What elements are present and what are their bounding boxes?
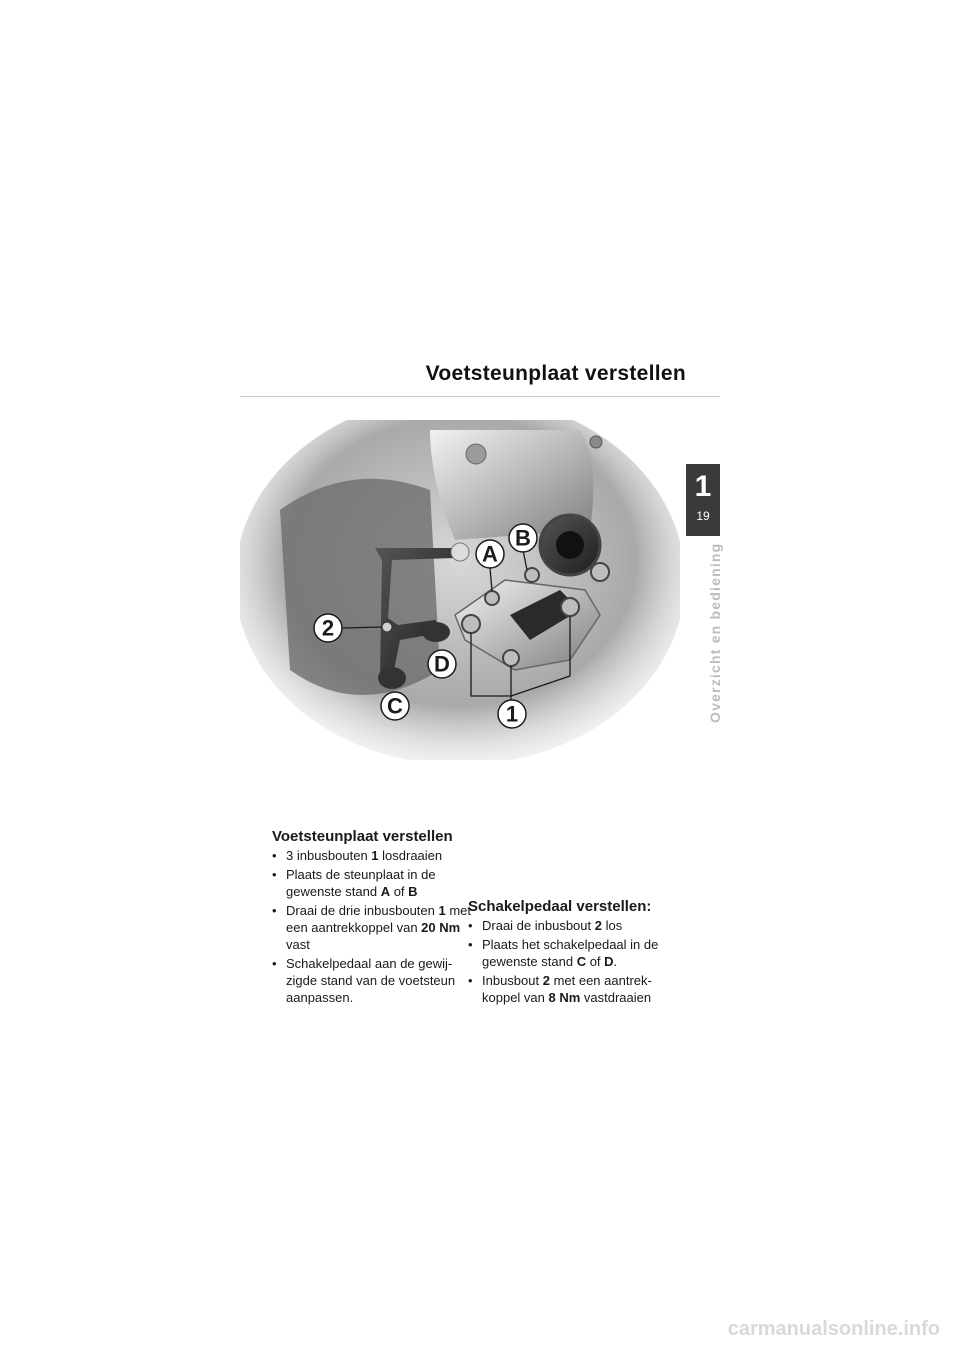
step-text: vast [286, 937, 310, 952]
step-text: vastdraaien [580, 990, 652, 1005]
list-item [468, 972, 684, 1006]
position-hole [525, 568, 539, 582]
step-text: losdraaien [378, 848, 443, 863]
upper-bolt [591, 563, 609, 581]
callout-b-label: B [515, 525, 531, 551]
step-bold: 2 [594, 918, 602, 933]
list-item [272, 955, 472, 1006]
page-number: 19 [696, 509, 710, 523]
pedal-pivot [451, 543, 469, 561]
step-text: Schakelpedaal aan de gewij-zigde stand van de voetsteun aanpassen. [286, 956, 456, 1005]
list-item [272, 902, 472, 953]
step-bold: 20 Nm [421, 920, 461, 935]
step-text: los [601, 918, 623, 933]
round-opening-center [556, 531, 584, 559]
chapter-number: 1 [694, 470, 712, 503]
step-text: Draai de drie inbusbouten [286, 903, 439, 918]
callout-d-label: D [434, 651, 450, 677]
step-bold: A [380, 884, 391, 899]
housing-bolt [590, 436, 602, 448]
pedal-heading: Schakelpedaal verstellen: [468, 898, 652, 915]
list-item [272, 847, 472, 864]
step-text: . [613, 954, 618, 969]
callout-one [498, 700, 526, 728]
engine-shadow [280, 479, 440, 695]
step-bold: 1 [438, 903, 446, 918]
step-text: of [390, 884, 409, 899]
footrest-steps [272, 847, 472, 1006]
callout-two [314, 614, 342, 642]
bolt-1 [503, 650, 519, 666]
list-item [468, 936, 684, 970]
pedal-instructions [468, 898, 684, 1008]
step-bold: 8 Nm [548, 990, 581, 1005]
position-hole [485, 591, 499, 605]
step-text: met een aantrekkoppel van [286, 903, 472, 935]
housing-bolt [466, 444, 486, 464]
callout-a [476, 540, 504, 568]
pedal-steps [468, 917, 684, 1006]
step-bold: 1 [371, 848, 379, 863]
watermark: carmanualsonline.info [727, 1318, 940, 1340]
callout-d [428, 650, 456, 678]
callout-a-label: A [482, 541, 498, 567]
title-divider [240, 396, 720, 397]
callout-b [509, 524, 537, 552]
callout-two-label: 2 [321, 615, 335, 641]
footrest-heading: Voetsteunplaat verstellen [272, 828, 453, 845]
bolt-2 [382, 622, 392, 632]
footrest-instructions [272, 828, 472, 1008]
callout-c-label: C [387, 693, 403, 719]
pedal-position-c [378, 667, 406, 689]
step-text: Plaats de steunplaat in de gewenste stand [286, 867, 436, 899]
step-text: Inbusbout [482, 973, 543, 988]
list-item [272, 866, 472, 900]
step-text: met een aantrek-koppel van [482, 973, 652, 1005]
step-text: Plaats het schakelpedaal in de gewenste stand [482, 937, 659, 969]
step-bold: 2 [542, 973, 550, 988]
chapter-side-label: Overzicht en bediening [707, 542, 723, 723]
pedal-position-d [422, 622, 450, 642]
bolt-1 [561, 598, 579, 616]
bolt-1 [462, 615, 480, 633]
step-text: Draai de inbusbout [482, 918, 595, 933]
step-text: 3 inbusbouten [286, 848, 372, 863]
step-bold: D [604, 954, 614, 969]
step-bold: B [408, 884, 418, 899]
callout-one-label: 1 [505, 701, 519, 727]
step-text: of [586, 954, 605, 969]
page-title: Voetsteunplaat verstellen [425, 362, 686, 385]
list-item [468, 917, 684, 934]
callout-c [381, 692, 409, 720]
step-bold: C [576, 954, 587, 969]
footrest-photo [240, 420, 680, 760]
